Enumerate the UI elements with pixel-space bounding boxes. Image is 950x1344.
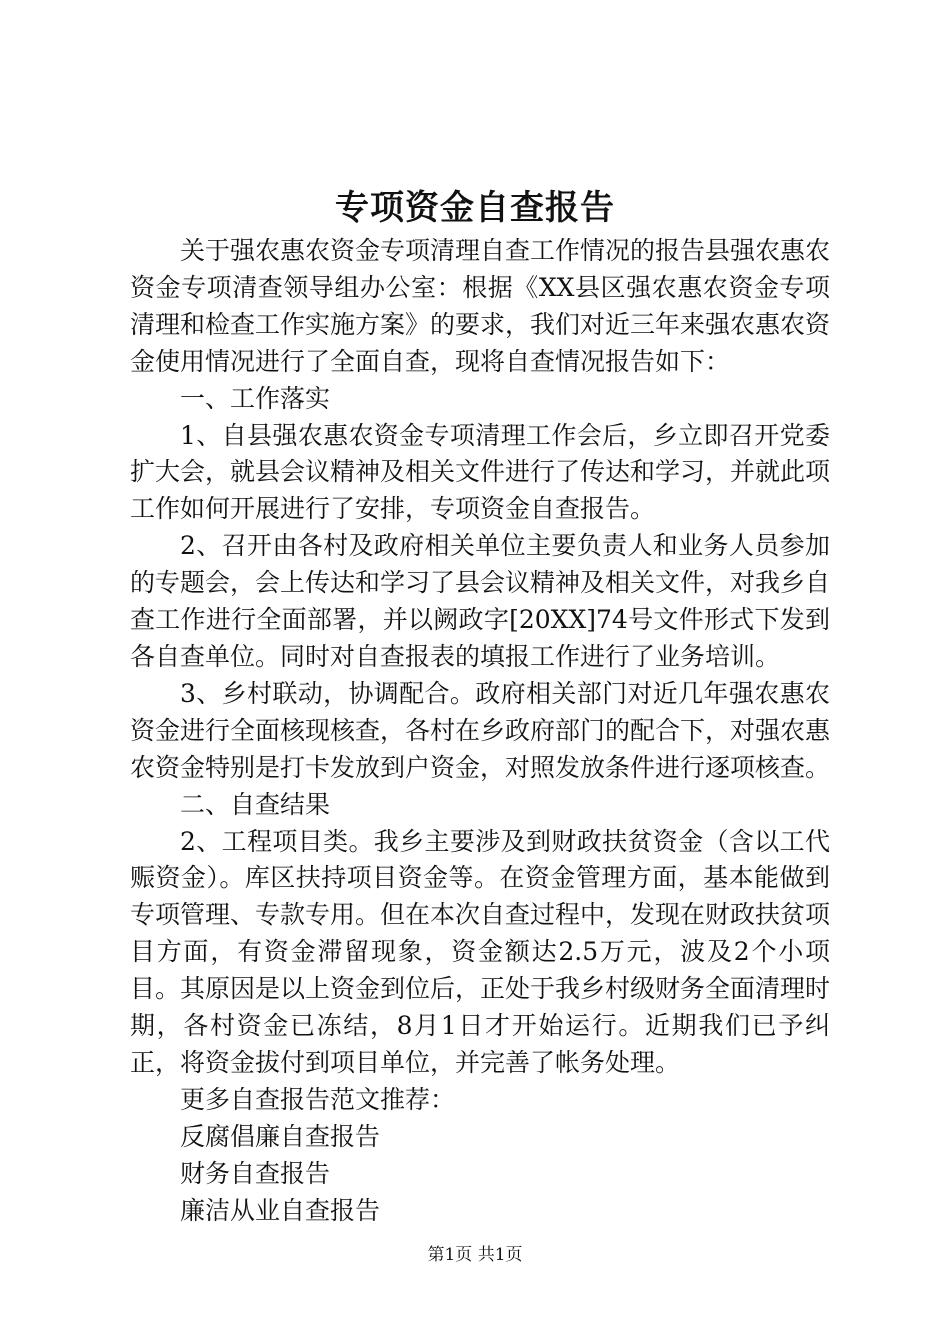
section-heading-results: 二、自查结果: [180, 789, 331, 819]
document-body: [130, 233, 830, 1229]
paragraph-item-2: 2、召开由各村及政府相关单位主要负责人和业务人员参加的专题会，会上传达和学习了县会议精神及相关文件，对我乡自查工作进行全面部署，并以阙政字[20XX]74号文件形式下发到各自查单位。同时对自查报表的填报工作进行了业务培训。: [130, 531, 831, 671]
paragraph-item-1: 1、自县强农惠农资金专项清理工作会后，乡立即召开党委扩大会，就县会议精神及相关文件进行了传达和学习，并就此项工作如何开展进行了安排，专项资金自查报告。: [130, 420, 831, 524]
recommend-link-integrity[interactable]: 廉洁从业自查报告: [180, 1195, 381, 1225]
document-title: 专项资金自查报告: [335, 188, 615, 228]
recommend-link-anticorruption[interactable]: 反腐倡廉自查报告: [180, 1121, 381, 1151]
page-footer: 第1页 共1页: [427, 1245, 523, 1265]
recommend-link-finance[interactable]: 财务自查报告: [180, 1158, 331, 1188]
paragraph-intro: 关于强农惠农资金专项清理自查工作情况的报告县强农惠农资金专项清查领导组办公室：根据《XX县区强农惠农资金专项清理和检查工作实施方案》的要求，我们对近三年来强农惠农资金使用情况进行了全面自查，现将自查情况报告如下：: [130, 236, 831, 376]
paragraph-results: 2、工程项目类。我乡主要涉及到财政扶贫资金（含以工代赈资金）。库区扶持项目资金等。在资金管理方面，基本能做到专项管理、专款专用。但在本次自查过程中，发现在财政扶贫项目方面，有资金滞留现象，资金额达2.5万元，波及2个小项目。其原因是以上资金到位后，正处于我乡村级财务全面清理时期，各村资金已冻结，8月1日才开始运行。近期我们已予纠正，将资金拔付到项目单位，并完善了帐务处理。: [130, 826, 831, 1077]
recommend-section: [130, 1082, 830, 1230]
section-heading-work: 一、工作落实: [180, 383, 331, 413]
recommend-heading: 更多自查报告范文推荐：: [180, 1084, 456, 1114]
paragraph-item-3: 3、乡村联动，协调配合。政府相关部门对近几年强农惠农资金进行全面核现核查，各村在乡政府部门的配合下，对强农惠农资金特别是打卡发放到户资金，对照发放条件进行逐项核查。: [130, 678, 831, 782]
